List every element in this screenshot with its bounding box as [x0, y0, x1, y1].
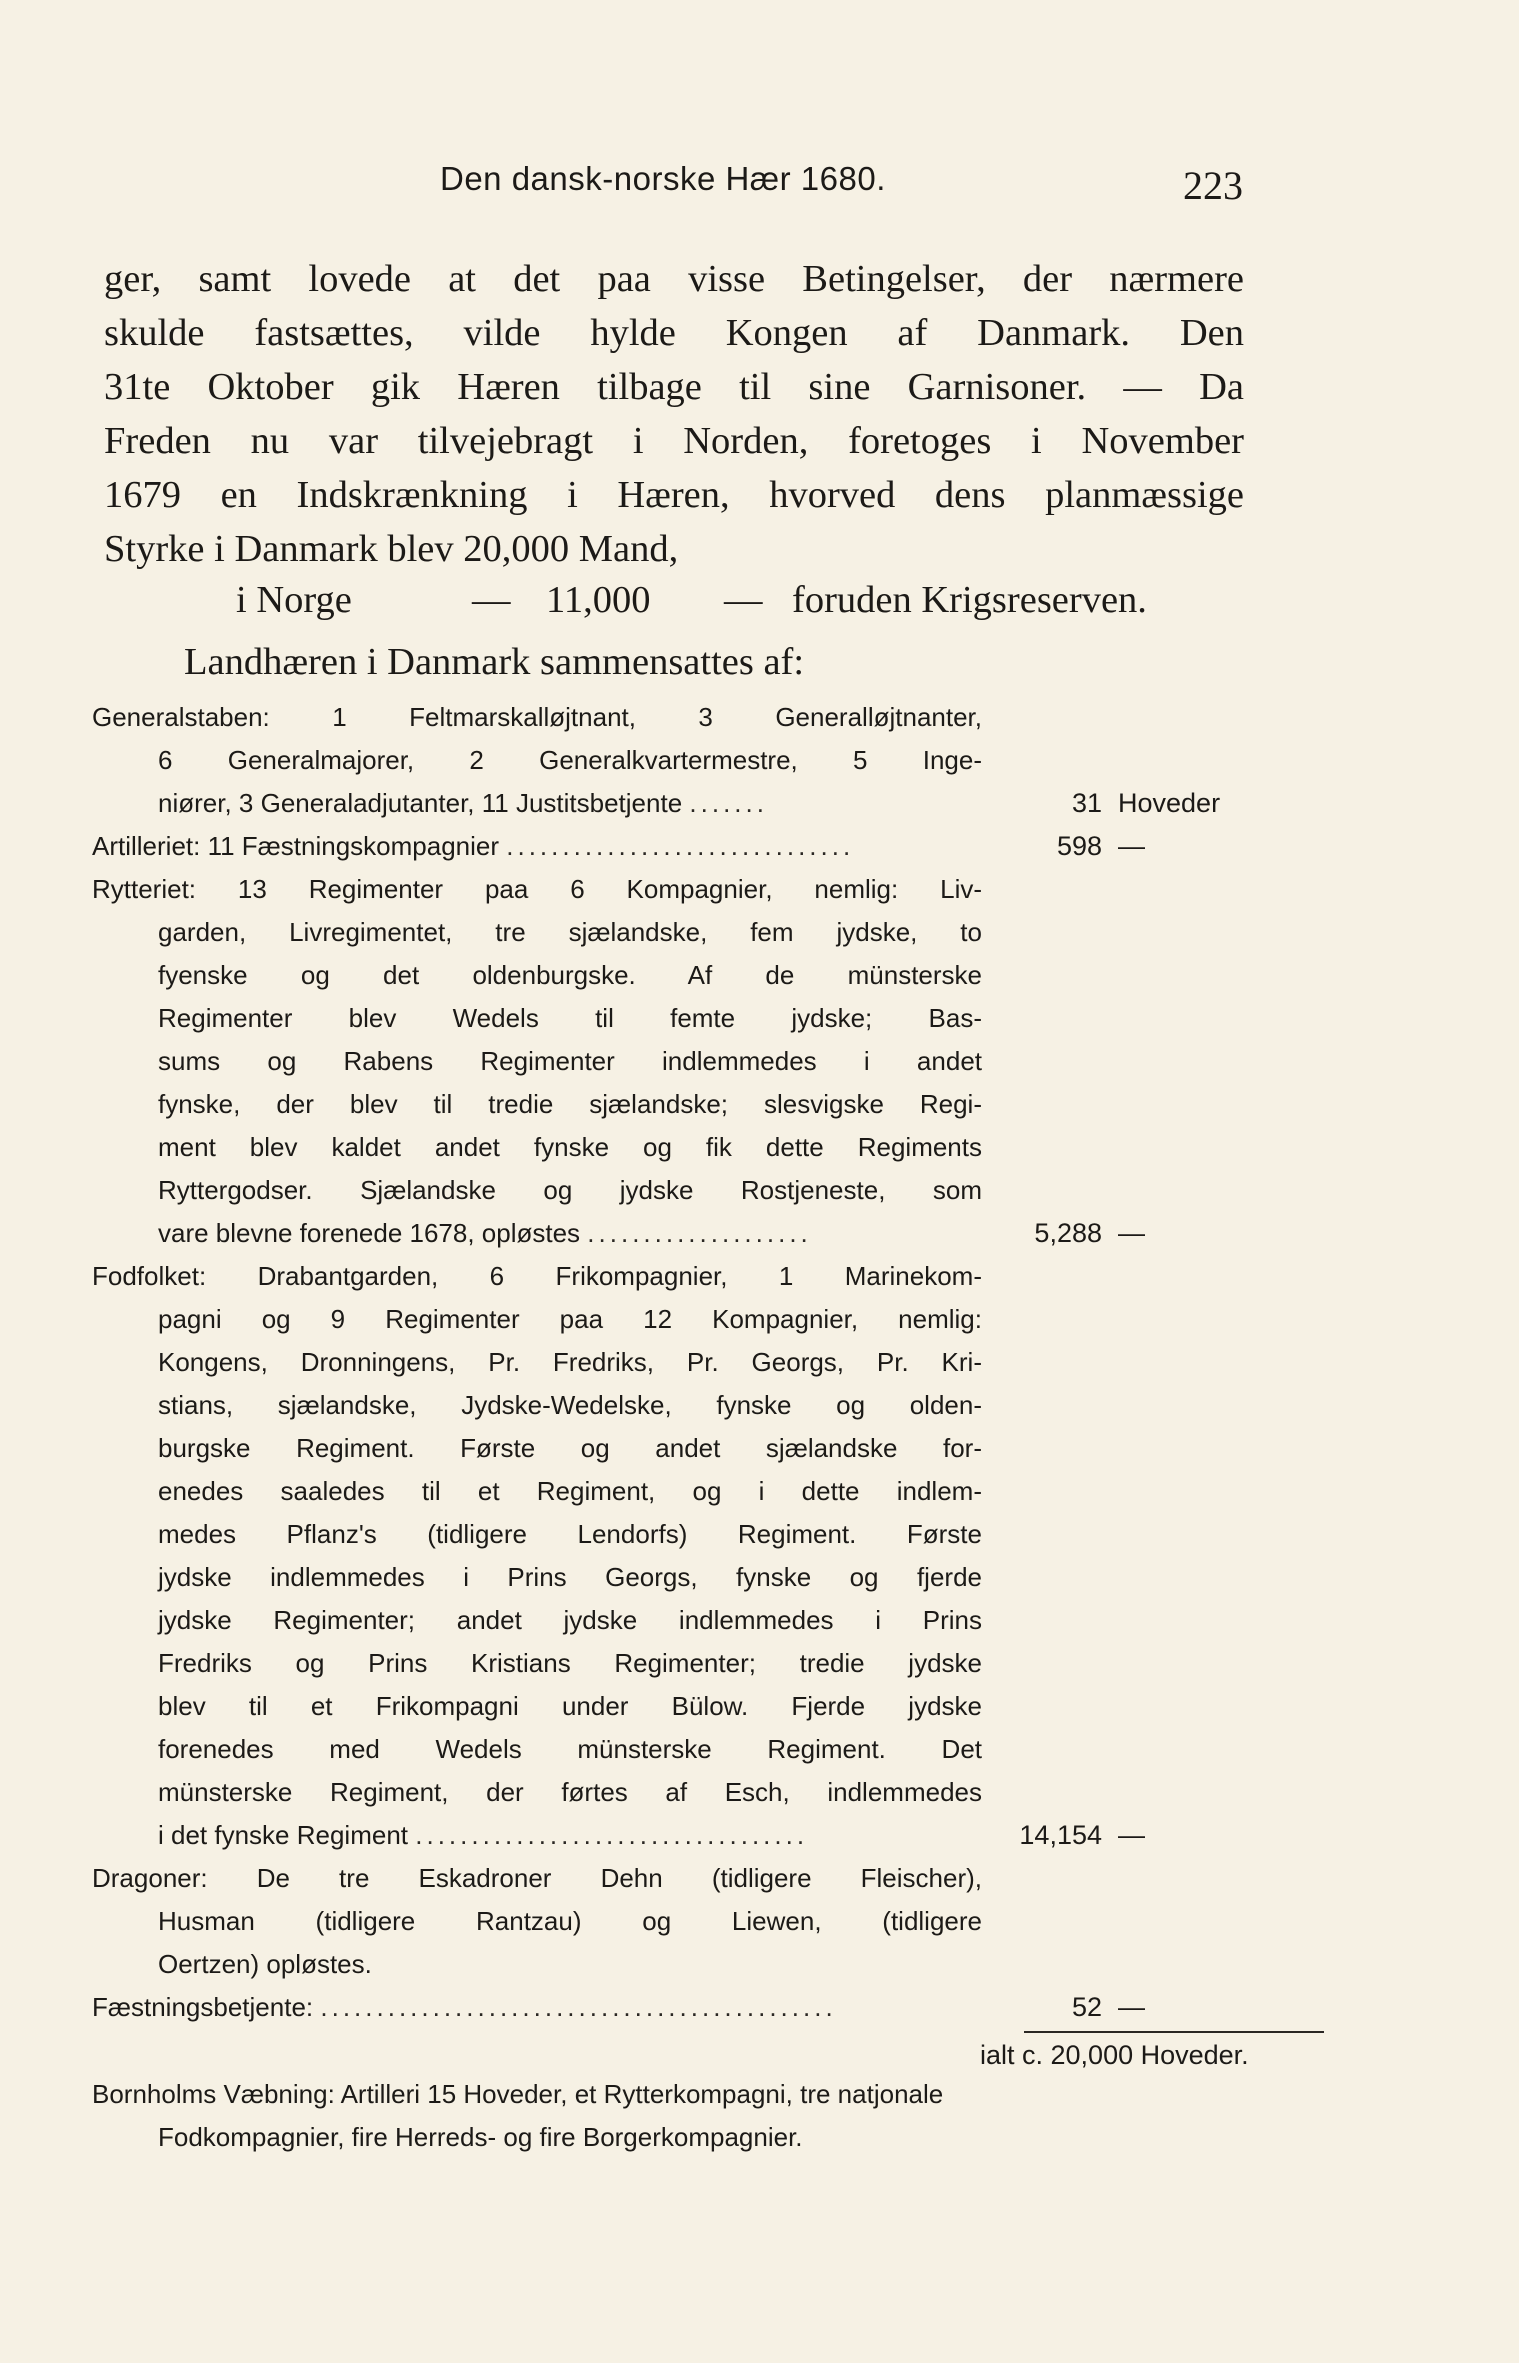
- entry-line: Kongens, Dronningens, Pr. Fredriks, Pr. Georgs, Pr. Kri-: [158, 1347, 982, 1377]
- norge-label: i Norge: [236, 579, 352, 621]
- norge-dash: —: [472, 579, 511, 621]
- amount-unit: —: [1118, 831, 1145, 861]
- list-entry-artilleriet: [92, 825, 1252, 868]
- entry-line: jydske indlemmedes i Prins Georgs, fynske og fjerde: [158, 1562, 982, 1592]
- entry-amount: [962, 825, 1198, 868]
- body-line: 1679 en Indskrænkning i Hæren, hvorved dens planmæssige: [104, 474, 1244, 516]
- list-entry-generalstaben: [92, 696, 1252, 825]
- entry-text: niører, 3 Generaladjutanter, 11 Justitsbetjente: [158, 788, 683, 818]
- entry-line: [92, 1986, 1252, 2029]
- entry-line: Ryttergodser. Sjælandske og jydske Rostjeneste, som: [158, 1175, 982, 1205]
- page-number: 223: [1183, 163, 1243, 208]
- entry-line: blev til et Frikompagni under Bülow. Fjerde jydske: [158, 1691, 982, 1721]
- entry-line: fynske, der blev til tredie sjælandske; slesvigske Regi-: [158, 1089, 982, 1119]
- entry-amount: [962, 1212, 1198, 1255]
- total-text: ialt c. 20,000 Hoveder.: [980, 2040, 1249, 2070]
- entry-line: Rytteriet: 13 Regimenter paa 6 Kompagnier, nemlig: Liv-: [92, 874, 982, 904]
- body-line: 31te Oktober gik Hæren tilbage til sine Garnisoner. — Da: [104, 366, 1244, 408]
- entry-line: Fredriks og Prins Kristians Regimenter; tredie jydske: [158, 1648, 982, 1678]
- norge-line: [236, 578, 1256, 634]
- entry-line: enedes saaledes til et Regiment, og i dette indlem-: [158, 1476, 982, 1506]
- dot-leader: ...............................: [506, 831, 855, 861]
- list-entry-rytteriet: [92, 868, 1252, 1255]
- entry-text: Fæstningsbetjente:: [92, 1992, 314, 2022]
- entry-line: [92, 782, 1252, 825]
- list-entry-fodfolket: [92, 1255, 1252, 1857]
- entry-line: stians, sjælandske, Jydske-Wedelske, fynske og olden-: [158, 1390, 982, 1420]
- entry-line: garden, Livregimentet, tre sjælandske, fem jydske, to: [158, 917, 982, 947]
- entry-line: Husman (tidligere Rantzau) og Liewen, (tidligere: [158, 1906, 982, 1936]
- army-composition-list: [92, 696, 1252, 2159]
- dot-leader: ..............................................: [320, 1992, 837, 2022]
- body-line: Freden nu var tilvejebragt i Norden, foretoges i November: [104, 420, 1244, 462]
- running-title: Den dansk-norske Hær 1680.: [440, 160, 886, 197]
- entry-line: burgske Regiment. Første og andet sjælandske for-: [158, 1433, 982, 1463]
- amount-unit: —: [1118, 1218, 1145, 1248]
- body-line: skulde fastsættes, vilde hylde Kongen af Danmark. Den: [104, 312, 1244, 354]
- list-entry-dragoner: [92, 1857, 1252, 1986]
- norge-dash: —: [724, 579, 763, 621]
- entry-line: [92, 1814, 1252, 1857]
- total-line: [92, 2029, 1252, 2073]
- entry-line: jydske Regimenter; andet jydske indlemmedes i Prins: [158, 1605, 982, 1635]
- entry-amount: [962, 1986, 1198, 2029]
- dot-leader: .......: [689, 788, 768, 818]
- dot-leader: ....................: [587, 1218, 812, 1248]
- norge-rest: foruden Krigsreserven.: [792, 579, 1147, 621]
- entry-line: fyenske og det oldenburgske. Af de münsterske: [158, 960, 982, 990]
- entry-line: ment blev kaldet andet fynske og fik dette Regiments: [158, 1132, 982, 1162]
- entry-line: forenedes med Wedels münsterske Regiment. Det: [158, 1734, 982, 1764]
- entry-line: [92, 1212, 1252, 1255]
- norge-number: 11,000: [546, 579, 651, 621]
- amount-unit: Hoveder: [1118, 788, 1221, 818]
- entry-text: i det fynske Regiment: [158, 1820, 409, 1850]
- amount-unit: —: [1118, 1992, 1145, 2022]
- body-paragraph: [104, 252, 1244, 576]
- list-entry-faestningsbetjente: [92, 1986, 1252, 2029]
- entry-text: vare blevne forenede 1678, opløstes: [158, 1218, 581, 1248]
- body-line: Styrke i Danmark blev 20,000 Mand,: [104, 528, 679, 570]
- body-line: ger, samt lovede at det paa visse Betingelser, der nærmere: [104, 258, 1244, 300]
- entry-line: 6 Generalmajorer, 2 Generalkvartermestre, 5 Inge-: [158, 745, 982, 775]
- list-entry-bornholm: [92, 2073, 1252, 2159]
- dot-leader: ...................................: [415, 1820, 809, 1850]
- entry-amount: [962, 1814, 1198, 1857]
- entry-amount: [962, 782, 1221, 825]
- amount-unit: —: [1118, 1820, 1145, 1850]
- entry-line: pagni og 9 Regimenter paa 12 Kompagnier, nemlig:: [158, 1304, 982, 1334]
- entry-line: münsterske Regiment, der førtes af Esch, indlemmedes: [158, 1777, 982, 1807]
- list-intro: Landhæren i Danmark sammensattes af:: [184, 641, 805, 683]
- entry-line: Fodkompagnier, fire Herreds- og fire Borgerkompagnier.: [158, 2122, 803, 2152]
- amount-value: 14,154: [1019, 1820, 1102, 1850]
- amount-value: 5,288: [1034, 1218, 1102, 1248]
- entry-line: Bornholms Væbning: Artilleri 15 Hoveder, et Rytterkompagni, tre natjonale: [92, 2079, 944, 2109]
- entry-line: Fodfolket: Drabantgarden, 6 Frikompagnier, 1 Marinekom-: [92, 1261, 982, 1291]
- entry-line: Oertzen) opløstes.: [158, 1949, 372, 1979]
- entry-line: Generalstaben: 1 Feltmarskalløjtnant, 3 Generalløjtnanter,: [92, 702, 982, 732]
- entry-line: Dragoner: De tre Eskadroner Dehn (tidligere Fleischer),: [92, 1863, 982, 1893]
- entry-line: medes Pflanz's (tidligere Lendorfs) Regiment. Første: [158, 1519, 982, 1549]
- page-header: [0, 160, 1519, 210]
- amount-value: 52: [1071, 1992, 1102, 2022]
- entry-line: [92, 825, 1252, 868]
- entry-line: Regimenter blev Wedels til femte jydske; Bas-: [158, 1003, 982, 1033]
- entry-text: Artilleriet: 11 Fæstningskompagnier: [92, 831, 500, 861]
- amount-value: 598: [1056, 831, 1102, 861]
- amount-value: 31: [1071, 788, 1102, 818]
- entry-line: sums og Rabens Regimenter indlemmedes i andet: [158, 1046, 982, 1076]
